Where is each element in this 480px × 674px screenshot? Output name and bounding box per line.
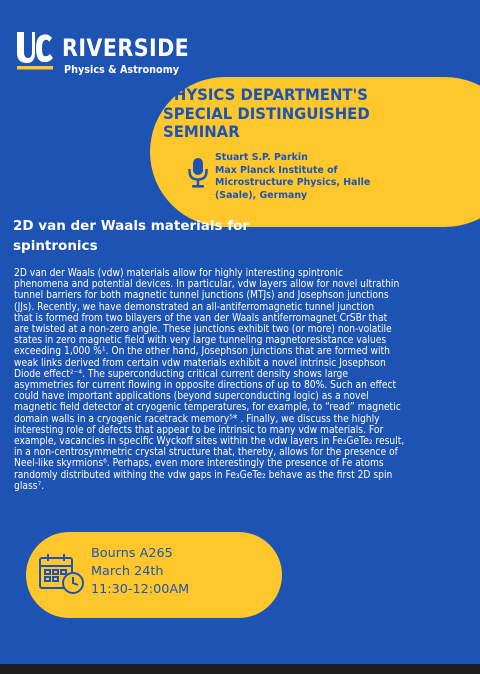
bottom-bar xyxy=(0,664,480,674)
abstract-line: exceeding 1,000 %¹. On the other hand, Josephson junctions that are formed with xyxy=(14,346,390,358)
abstract-line: tunnel barriers for both magnetic tunnel junctions (MTJs) and Josephson junctions xyxy=(14,290,389,302)
abstract-line: domain walls in a cryogenic racetrack memory⁵* . Finally, we discuss the highly xyxy=(14,413,380,425)
seminar-title-line: SPECIAL DISTINGUISHED xyxy=(163,103,370,123)
abstract-line: 2D van der Waals (vdw) materials allow for highly interesting spintronic xyxy=(14,268,343,279)
seminar-title-line: PHYSICS DEPARTMENT'S xyxy=(163,85,368,104)
abstract-line: states in zero magnetic field with very large tunneling magnetoresistance values xyxy=(14,335,387,347)
talk-title xyxy=(13,216,283,256)
logo-subtitle: Physics & Astronomy xyxy=(64,64,180,76)
abstract-line: magnetic field detector at cryogenic temperatures, for example, to “read” magnetic xyxy=(14,402,401,414)
event-location: Bourns A265 xyxy=(91,546,173,561)
uc-logo-mark-icon xyxy=(16,30,54,70)
logo-title: RIVERSIDE xyxy=(62,34,190,62)
abstract-line: example, vacancies in specific Wyckoff sites within the vdw layers in Fe₃GeTe₂ result, xyxy=(14,436,405,448)
speaker-info xyxy=(215,152,403,202)
abstract-line: asymmetries for current flowing in opposite directions of up to 80%. Such an effect xyxy=(14,380,397,392)
speaker-name: Stuart S.P. Parkin xyxy=(215,152,308,163)
abstract-line: weak links derived from certain vdw materials exhibit a novel intrinsic Josephson xyxy=(14,357,386,369)
speaker-affiliation-line: (Saale), Germany xyxy=(215,189,308,201)
seminar-title-line: SEMINAR xyxy=(163,122,240,141)
talk-title-line: 2D van der Waals materials for xyxy=(13,218,250,234)
abstract xyxy=(14,268,464,492)
event-date: March 24th xyxy=(91,564,164,579)
calendar-clock-icon xyxy=(38,552,86,596)
seminar-title xyxy=(163,86,405,142)
abstract-line: could have important applications (beyond superconducting logic) as a novel xyxy=(14,391,369,403)
abstract-line: in a non-centrosymmetric crystal structure that, thereby, allows for the presence of xyxy=(14,447,398,459)
abstract-line: that is formed from two bilayers of the van der Waals antiferromagnet CrSBr that xyxy=(14,312,388,324)
talk-title-line: spintronics xyxy=(13,238,98,254)
abstract-line: are twisted at a non-zero angle. These junctions exhibit two (or more) non-volatile xyxy=(14,324,392,336)
microphone-icon xyxy=(187,157,209,189)
speaker-affiliation-line: Max Planck Institute of xyxy=(215,164,338,176)
event-details xyxy=(91,545,281,599)
abstract-line: phenomena and potential devices. In particular, vdw layers allow for novel ultrathin xyxy=(14,279,400,291)
abstract-line: glass⁷. xyxy=(14,480,45,492)
abstract-line: interesting role of defects that appear to be intrinsic to many vdw materials. For xyxy=(14,424,384,436)
abstract-line: (JJs). Recently, we have demonstrated an all-antiferromagnetic tunnel junction xyxy=(14,301,375,313)
abstract-line: randomly distributed withing the vdw gaps in Fe₃GeTe₂ behave as the first 2D spin xyxy=(14,469,393,481)
event-time: 11:30-12:00AM xyxy=(91,582,190,597)
abstract-line: Diode effect²⁻⁴. The superconducting critical current density shows large xyxy=(14,368,349,380)
abstract-line: Neel-like skyrmions⁶. Perhaps, even more interestingly the presence of Fe atoms xyxy=(14,458,384,470)
speaker-affiliation-line: Microstructure Physics, Halle xyxy=(215,177,371,188)
